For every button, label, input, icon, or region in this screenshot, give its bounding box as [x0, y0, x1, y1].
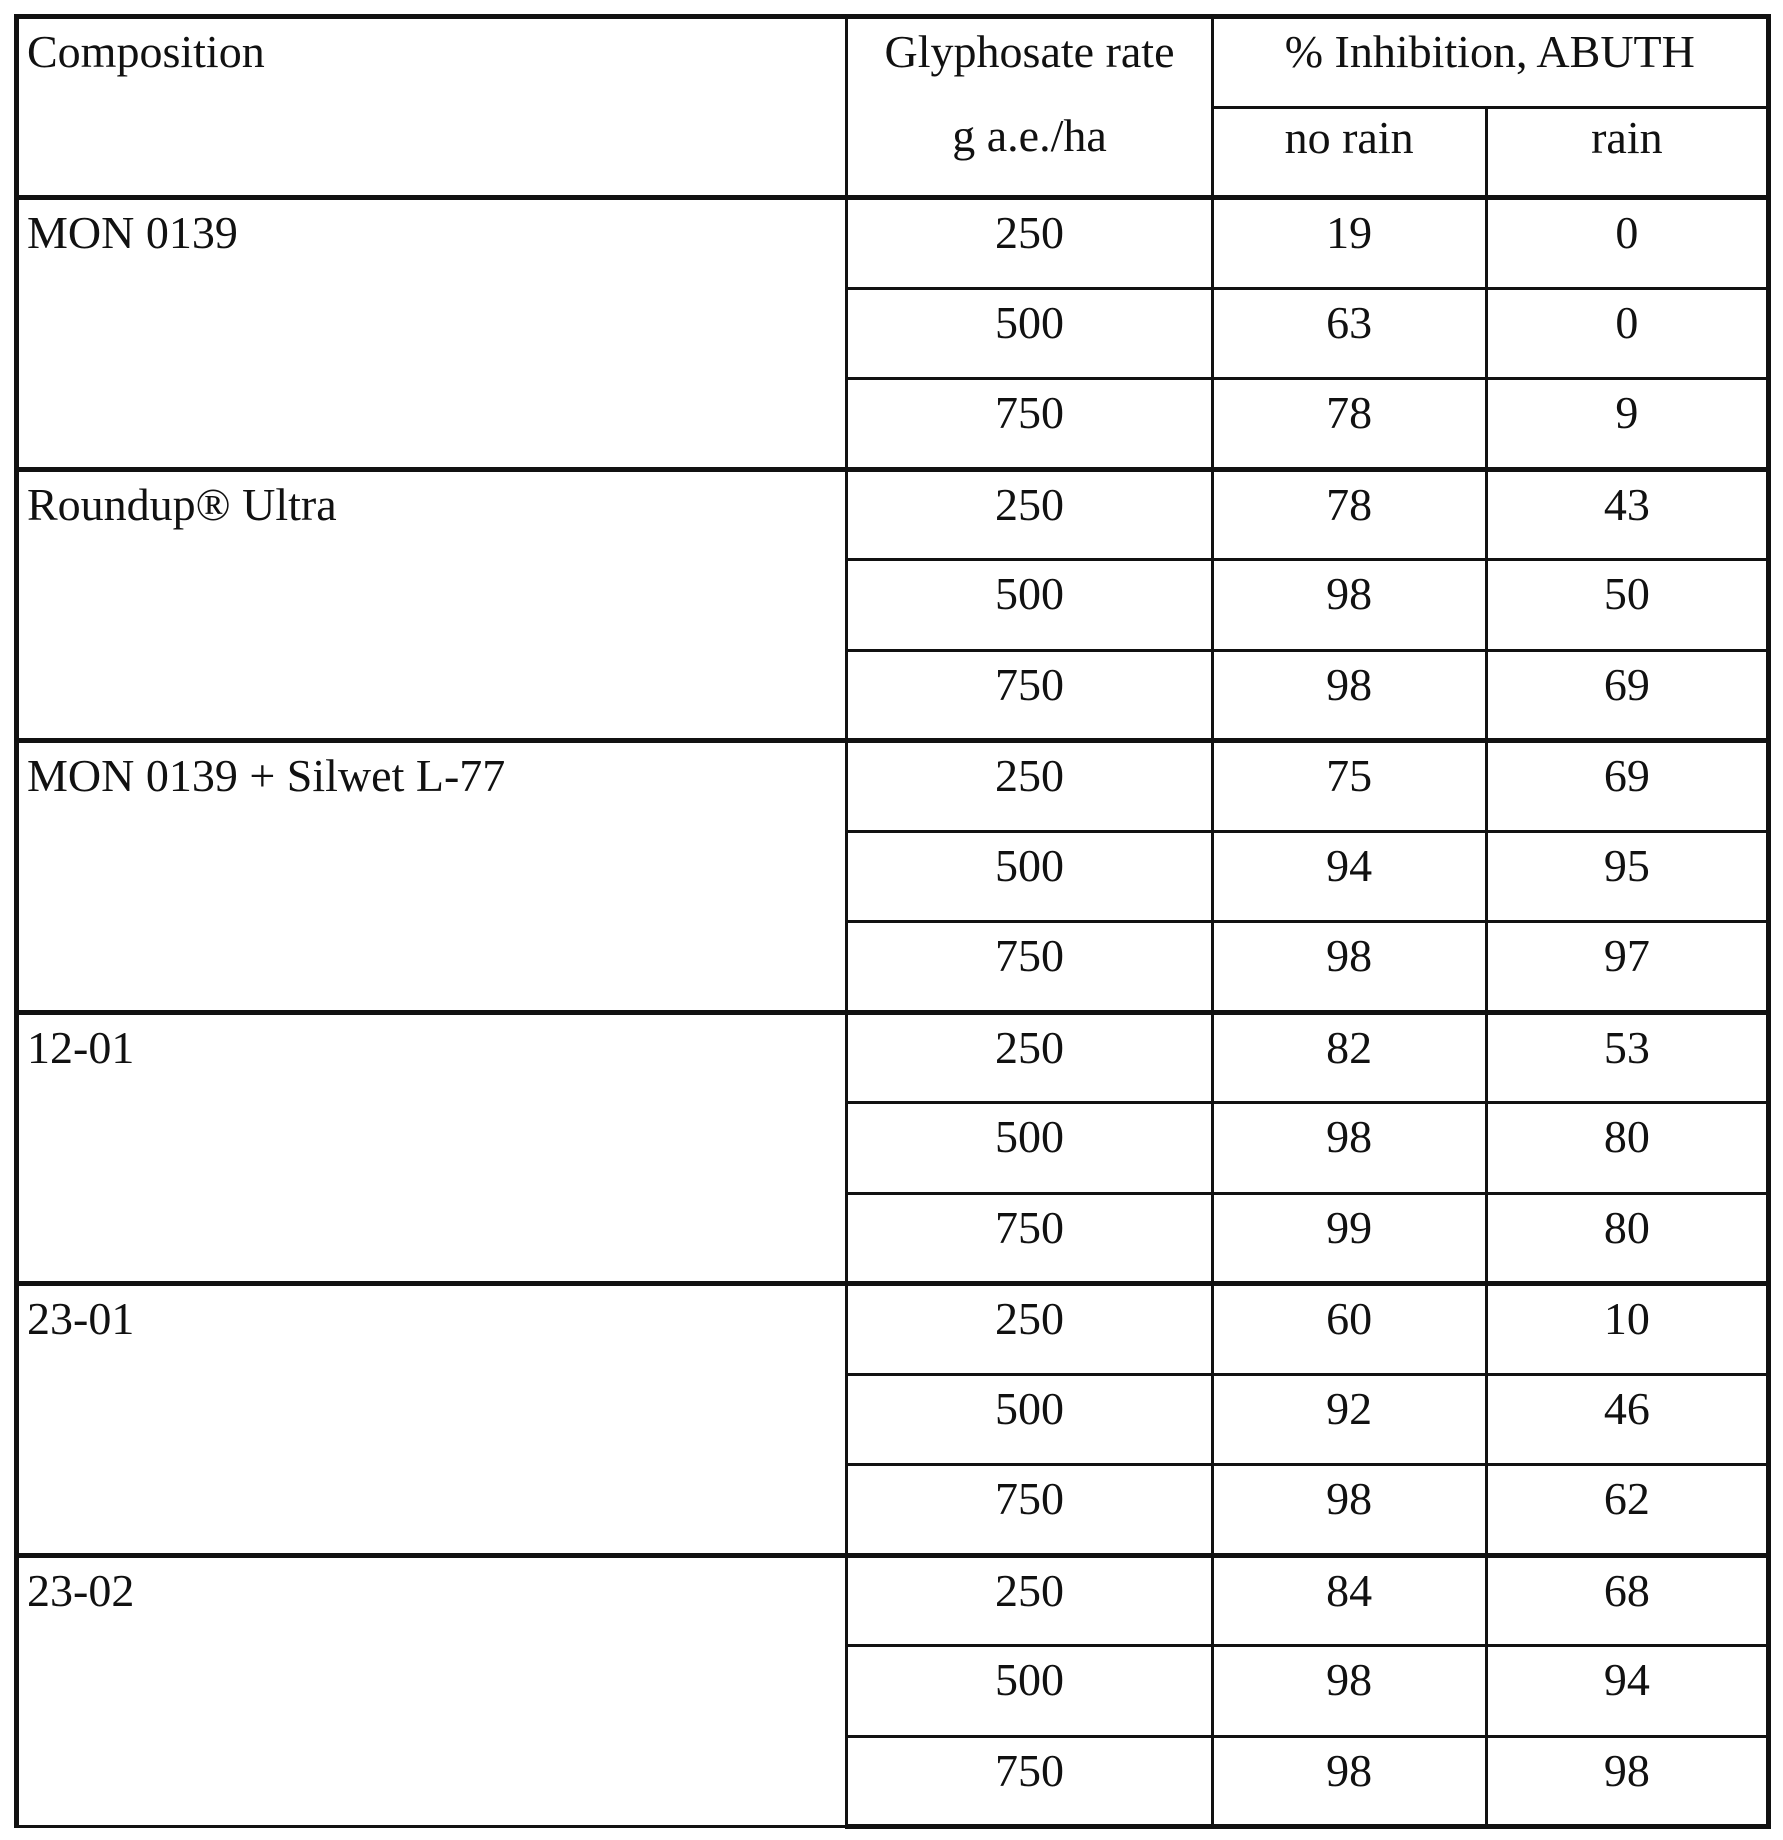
header-composition: Composition [17, 17, 847, 198]
rain-cell: 95 [1486, 831, 1768, 922]
no-rain-cell: 98 [1212, 1736, 1486, 1827]
rain-cell: 46 [1486, 1374, 1768, 1465]
rain-cell: 9 [1486, 379, 1768, 470]
composition-cell: 12-01 [17, 1012, 847, 1284]
composition-cell: MON 0139 [17, 198, 847, 470]
rate-cell: 250 [847, 1555, 1212, 1646]
header-row-1 [17, 17, 1769, 108]
header-inhibition: % Inhibition, ABUTH [1212, 17, 1768, 108]
rain-cell: 69 [1486, 741, 1768, 832]
table-row [17, 1284, 1769, 1375]
no-rain-cell: 99 [1212, 1193, 1486, 1284]
rain-cell: 98 [1486, 1736, 1768, 1827]
table-row [17, 1555, 1769, 1646]
rate-cell: 750 [847, 379, 1212, 470]
header-no-rain: no rain [1212, 107, 1486, 198]
composition-cell: Roundup® Ultra [17, 469, 847, 741]
rate-cell: 750 [847, 1465, 1212, 1556]
table-row [17, 741, 1769, 832]
no-rain-cell: 63 [1212, 288, 1486, 379]
no-rain-cell: 98 [1212, 922, 1486, 1013]
no-rain-cell: 84 [1212, 1555, 1486, 1646]
rain-cell: 10 [1486, 1284, 1768, 1375]
rain-cell: 0 [1486, 288, 1768, 379]
rain-cell: 68 [1486, 1555, 1768, 1646]
rate-cell: 750 [847, 650, 1212, 741]
rate-cell: 500 [847, 1374, 1212, 1465]
no-rain-cell: 78 [1212, 379, 1486, 470]
no-rain-cell: 19 [1212, 198, 1486, 289]
rate-cell: 500 [847, 831, 1212, 922]
no-rain-cell: 98 [1212, 1103, 1486, 1194]
rain-cell: 80 [1486, 1103, 1768, 1194]
rain-cell: 0 [1486, 198, 1768, 289]
rate-cell: 750 [847, 1193, 1212, 1284]
rate-cell: 500 [847, 560, 1212, 651]
no-rain-cell: 98 [1212, 1465, 1486, 1556]
rate-cell: 250 [847, 469, 1212, 560]
rate-cell: 500 [847, 1646, 1212, 1737]
rate-cell: 750 [847, 1736, 1212, 1827]
rate-cell: 250 [847, 741, 1212, 832]
rate-cell: 250 [847, 1012, 1212, 1103]
rate-cell: 500 [847, 1103, 1212, 1194]
no-rain-cell: 60 [1212, 1284, 1486, 1375]
rain-cell: 53 [1486, 1012, 1768, 1103]
header-rate-line2: g a.e./ha [847, 107, 1212, 198]
rain-cell: 50 [1486, 560, 1768, 651]
rate-cell: 750 [847, 922, 1212, 1013]
rain-cell: 69 [1486, 650, 1768, 741]
header-rain: rain [1486, 107, 1768, 198]
header-rate-line1: Glyphosate rate [847, 17, 1212, 108]
no-rain-cell: 92 [1212, 1374, 1486, 1465]
composition-cell: 23-01 [17, 1284, 847, 1556]
no-rain-cell: 78 [1212, 469, 1486, 560]
no-rain-cell: 82 [1212, 1012, 1486, 1103]
table-row [17, 1012, 1769, 1103]
inhibition-table [14, 14, 1771, 1829]
table-body [17, 17, 1769, 1827]
rain-cell: 43 [1486, 469, 1768, 560]
data-table-container [14, 14, 1771, 1829]
rain-cell: 62 [1486, 1465, 1768, 1556]
rate-cell: 500 [847, 288, 1212, 379]
no-rain-cell: 94 [1212, 831, 1486, 922]
table-row [17, 198, 1769, 289]
composition-cell: MON 0139 + Silwet L-77 [17, 741, 847, 1013]
rain-cell: 80 [1486, 1193, 1768, 1284]
rate-cell: 250 [847, 198, 1212, 289]
rain-cell: 97 [1486, 922, 1768, 1013]
table-row [17, 469, 1769, 560]
no-rain-cell: 75 [1212, 741, 1486, 832]
rain-cell: 94 [1486, 1646, 1768, 1737]
no-rain-cell: 98 [1212, 650, 1486, 741]
rate-cell: 250 [847, 1284, 1212, 1375]
no-rain-cell: 98 [1212, 1646, 1486, 1737]
no-rain-cell: 98 [1212, 560, 1486, 651]
composition-cell: 23-02 [17, 1555, 847, 1827]
